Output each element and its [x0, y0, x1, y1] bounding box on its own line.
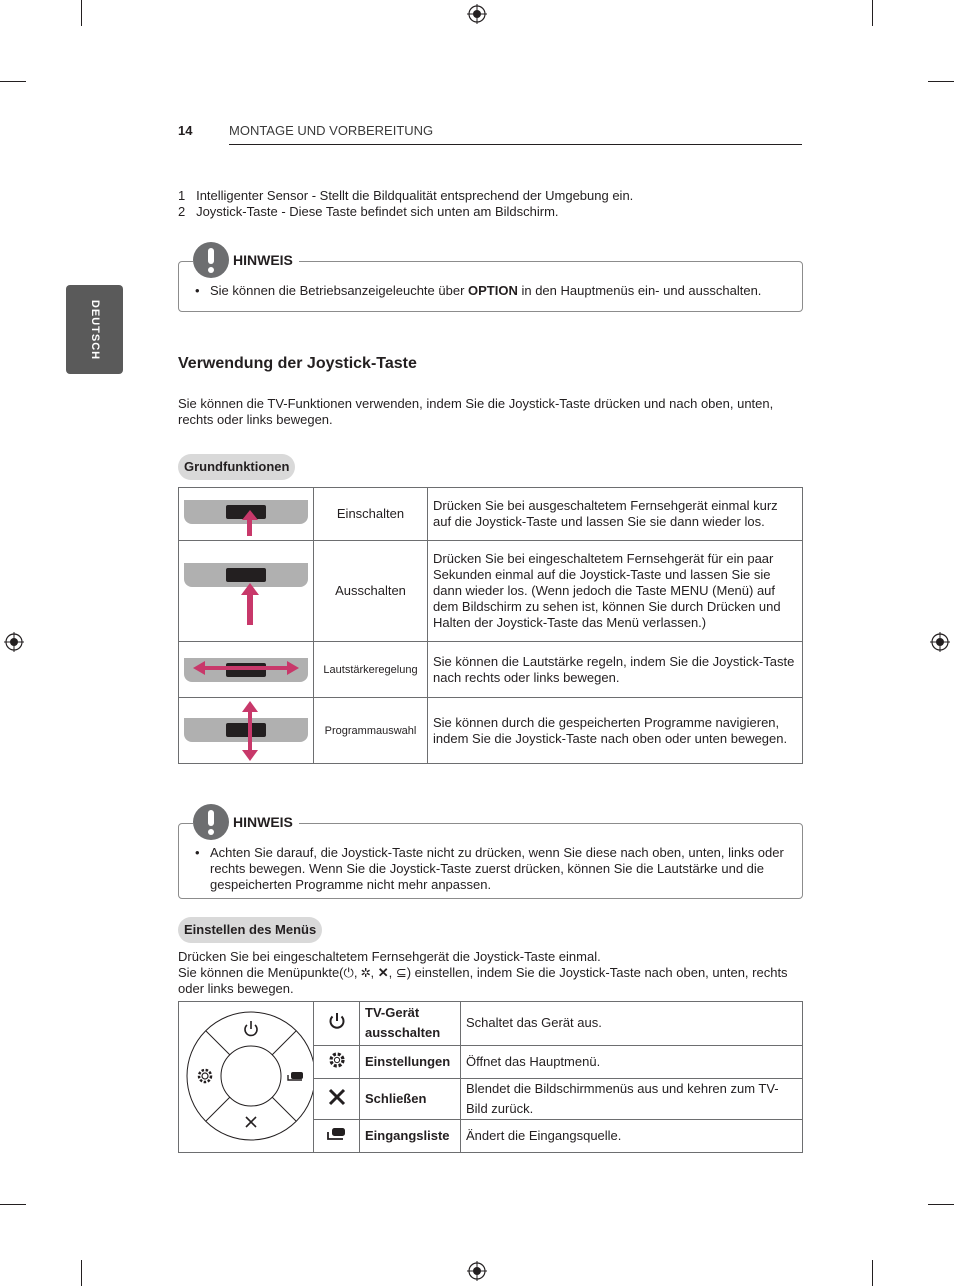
arrow-head-icon: [193, 661, 205, 675]
crop-mark: [0, 1204, 26, 1205]
crop-mark: [928, 81, 954, 82]
close-icon: [328, 1088, 346, 1106]
menu-item-desc: Schaltet das Gerät aus.: [461, 1002, 803, 1046]
bullet-icon: •: [195, 845, 200, 860]
intro-number: 1: [178, 188, 186, 203]
arrow-up-icon: [247, 518, 252, 536]
crop-mark: [928, 1204, 954, 1205]
menu-icon-cell: [314, 1078, 360, 1120]
illustration-cell: [179, 541, 314, 642]
section-pill: Einstellen des Menüs: [178, 917, 322, 943]
menu-item-name: Schließen: [360, 1078, 461, 1120]
dial-close-icon: [246, 1117, 256, 1127]
option-keyword: OPTION: [468, 283, 518, 298]
menu-item-name: Eingangsliste: [360, 1120, 461, 1153]
arrow-head-icon: [242, 701, 258, 712]
function-desc: Sie können die Lautstärke regeln, indem Sie die Joystick-Taste nach rechts oder links bewegen.: [428, 642, 803, 698]
dial-power-icon: [245, 1021, 257, 1035]
menu-icon-cell: [314, 1120, 360, 1153]
dial-gear-icon: [199, 1070, 211, 1082]
note-label: HINWEIS: [233, 814, 293, 830]
registration-mark-icon: [4, 632, 24, 652]
table-row: [179, 642, 803, 698]
tv-bezel: [184, 718, 308, 742]
intro-number: 2: [178, 204, 186, 219]
crop-mark: [0, 81, 26, 82]
note-text: Achten Sie darauf, die Joystick-Taste nicht zu drücken, wenn Sie diese nach oben, unten, links oder rechts bewegen. Wenn Sie die Joystick-Taste zuerst drücken, können Sie die Lautstärke und die gespeicherten Programme nicht mehr anpassen.: [210, 845, 784, 892]
registration-mark-icon: [467, 4, 487, 24]
menu-line-1: Drücken Sie bei eingeschaltetem Fernsehgerät die Joystick-Taste einmal.: [178, 949, 601, 964]
joystick-button: [226, 723, 266, 737]
section-title: Verwendung der Joystick-Taste: [178, 355, 417, 372]
input-icon: ⊆: [395, 965, 407, 980]
dial-input-icon: [288, 1072, 303, 1080]
section-intro: Sie können die TV-Funktionen verwenden, indem Sie die Joystick-Taste drücken und nach oben, unten, rechts oder links bewegen.: [178, 396, 774, 427]
gear-icon: ✲: [361, 965, 371, 980]
menu-item-desc: Blendet die Bildschirmmenüs aus und kehren zum TV-Bild zurück.: [461, 1078, 803, 1120]
arrow-head-icon: [242, 510, 258, 520]
table-row: [179, 541, 803, 642]
table-row: [179, 1002, 803, 1046]
menu-item-name: TV-Gerät ausschalten: [360, 1002, 461, 1046]
warning-icon: [193, 804, 229, 840]
intro-text: Intelligenter Sensor - Stellt die Bildqualität entsprechend der Umgebung ein.: [196, 188, 634, 203]
menu-item-name: Einstellungen: [360, 1045, 461, 1078]
note-text: Sie können die Betriebsanzeigeleuchte über OPTION in den Hauptmenüs ein- und ausschalten.: [210, 283, 762, 298]
menu-table: [178, 1001, 803, 1153]
intro-text: Joystick-Taste - Diese Taste befindet sich unten am Bildschirm.: [196, 204, 559, 219]
intro-item: [178, 204, 559, 220]
close-icon: ✕: [377, 965, 389, 980]
illustration-cell: [179, 488, 314, 541]
arrow-up-down-icon: [248, 710, 252, 752]
language-side-tab: [66, 285, 123, 374]
bullet-icon: •: [195, 283, 200, 298]
page-header-title: MONTAGE UND VORBEREITUNG: [229, 123, 434, 138]
basic-functions-table: [178, 487, 803, 764]
function-desc: Drücken Sie bei ausgeschaltetem Fernsehgerät einmal kurz auf die Joystick-Taste und lassen Sie sie dann wieder los.: [428, 488, 803, 541]
warning-icon: [193, 242, 229, 278]
illustration-cell: [179, 642, 314, 698]
function-name: Ausschalten: [314, 541, 428, 642]
arrow-head-icon: [241, 583, 259, 595]
header-divider: [229, 144, 802, 145]
note-header: [193, 804, 299, 840]
input-icon: [327, 1126, 347, 1142]
language-label: DEUTSCH: [88, 299, 101, 360]
arrow-head-icon: [242, 750, 258, 761]
table-row: [179, 698, 803, 764]
arrow-up-icon: [247, 593, 253, 625]
crop-mark: [81, 0, 82, 26]
joystick-dial-cell: [179, 1002, 314, 1153]
power-icon: [328, 1012, 346, 1030]
registration-mark-icon: [930, 632, 950, 652]
menu-intro: [178, 949, 804, 997]
function-desc: Sie können durch die gespeicherten Programme navigieren, indem Sie die Joystick-Taste nach oben oder unten bewegen.: [428, 698, 803, 764]
note-header: [193, 242, 299, 278]
function-name: Lautstärkeregelung: [314, 642, 428, 698]
menu-line-2: Sie können die Menüpunkte(⏻, ✲, ✕, ⊆) einstellen, indem Sie die Joystick-Taste nach oben, unten, rechts oder links bewegen.: [178, 965, 788, 996]
arrow-left-right-icon: [203, 666, 289, 670]
power-icon: ⏻: [343, 965, 354, 980]
intro-item: [178, 188, 633, 204]
illustration-cell: [179, 698, 314, 764]
registration-mark-icon: [467, 1261, 487, 1281]
arrow-head-icon: [287, 661, 299, 675]
crop-mark: [872, 1260, 873, 1286]
function-name: Programmauswahl: [314, 698, 428, 764]
menu-icon-cell: [314, 1002, 360, 1046]
crop-mark: [872, 0, 873, 26]
menu-item-desc: Ändert die Eingangsquelle.: [461, 1120, 803, 1153]
gear-icon: [328, 1051, 346, 1069]
crop-mark: [81, 1260, 82, 1286]
function-desc: Drücken Sie bei eingeschaltetem Fernsehgerät für ein paar Sekunden einmal auf die Joystick-Taste und lassen Sie sie dann wieder los. (Wenn jedoch die Taste MENU (Menü) auf dem Bildschirm zu sehen ist, können Sie durch Drücken und Halten der Joystick-Taste das Menü verlassen.): [428, 541, 803, 642]
section-pill: Grundfunktionen: [178, 454, 295, 480]
menu-item-desc: Öffnet das Hauptmenü.: [461, 1045, 803, 1078]
note-label: HINWEIS: [233, 252, 293, 268]
joystick-dial-diagram: [179, 1002, 313, 1148]
table-row: [179, 488, 803, 541]
function-name: Einschalten: [314, 488, 428, 541]
joystick-button: [226, 568, 266, 582]
page-number: 14: [178, 123, 193, 138]
menu-icon-cell: [314, 1045, 360, 1078]
